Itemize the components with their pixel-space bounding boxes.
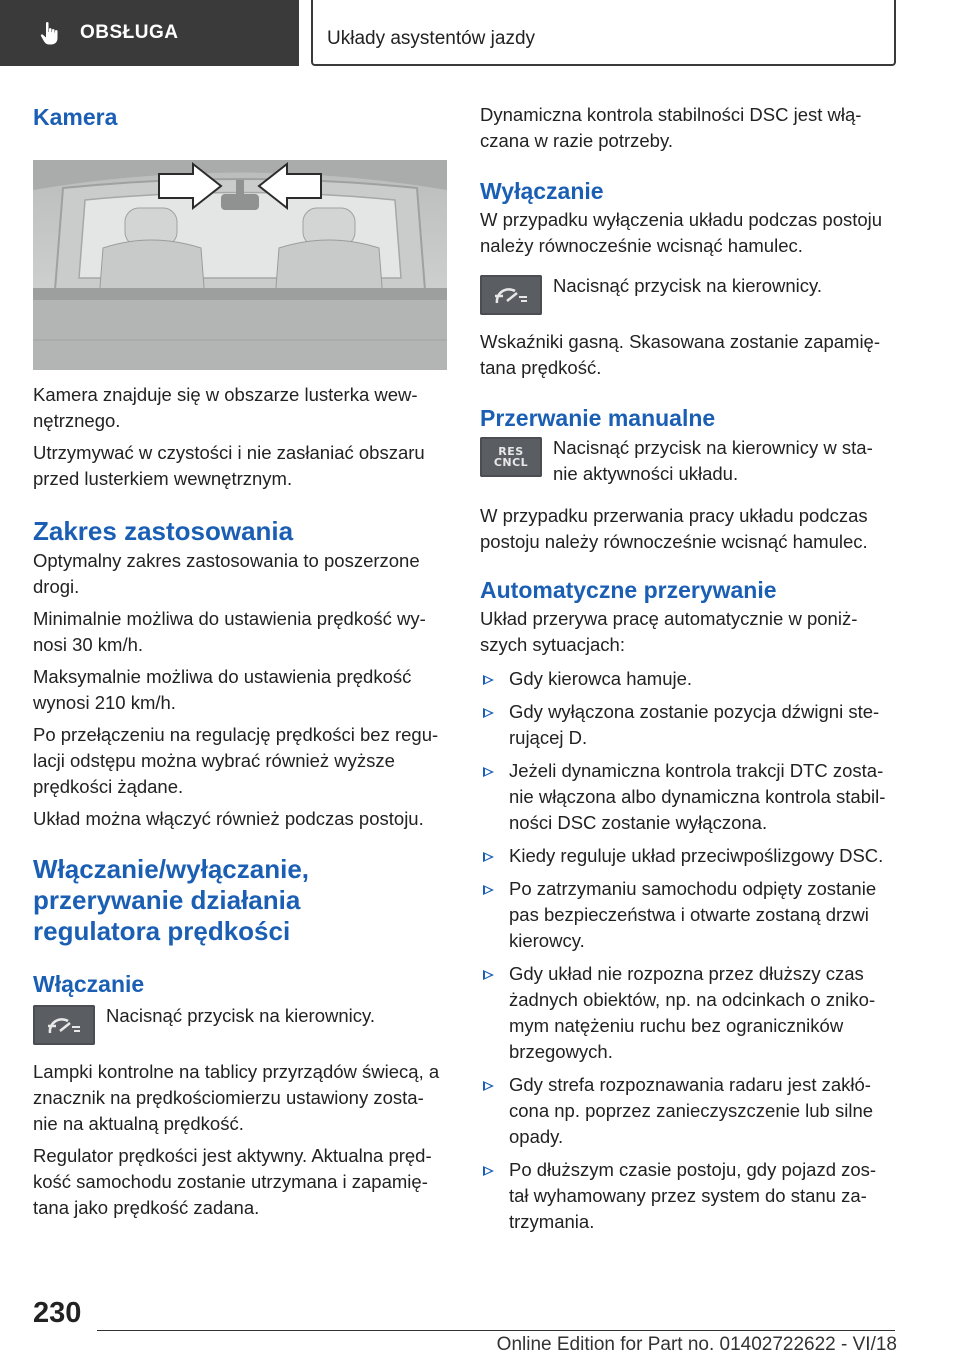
chapter-box bbox=[311, 0, 896, 66]
kamera-paragraph-2: Utrzymywać w czystości i nie zasłaniać obszaru przed lusterkiem wewnętrznym. bbox=[33, 442, 425, 489]
wlaczanie-paragraph-2: Regulator prędkości jest aktywny. Aktualna pręd-kość samochodu zostanie utrzymana i zapamię-tana jako prędkość zadana. bbox=[33, 1145, 432, 1218]
dsc-paragraph: Dynamiczna kontrola stabilności DSC jest włą-czana w razie potrzeby. bbox=[480, 104, 862, 151]
section-tab bbox=[0, 0, 299, 66]
triangle-bullet-icon bbox=[483, 767, 494, 777]
cncl-label: CNCL bbox=[493, 456, 529, 469]
zakres-paragraph-2: Minimalnie możliwa do ustawienia prędkość wy-nosi 30 km/h. bbox=[33, 608, 426, 655]
edition-text: Online Edition for Part no. 01402722622 - VI/18 bbox=[496, 1334, 897, 1355]
list-item: Gdy strefa rozpoznawania radaru jest zakłó-cona np. poprzez zanieczyszczenie lub silne opady. bbox=[480, 1072, 894, 1150]
res-cncl-button-icon bbox=[480, 437, 542, 477]
triangle-bullet-icon bbox=[483, 1166, 494, 1176]
triangle-bullet-icon bbox=[483, 1081, 494, 1091]
footer-divider bbox=[97, 1330, 895, 1331]
page-number: 230 bbox=[33, 1297, 82, 1329]
right-column bbox=[480, 96, 894, 1235]
list-item: Po dłuższym czasie postoju, gdy pojazd zos-tał wyhamowany przez system do stanu za-trzymania. bbox=[480, 1157, 894, 1235]
automatyczne-bullet-list bbox=[480, 666, 894, 1235]
wylaczanie-button-row bbox=[480, 273, 894, 315]
wylaczanie-paragraph-2: Wskaźniki gasną. Skasowana zostanie zapamię-tana prędkość. bbox=[480, 331, 880, 378]
przerwanie-button-row bbox=[480, 435, 894, 487]
list-item: Jeżeli dynamiczna kontrola trakcji DTC zosta-nie włączona albo dynamiczna kontrola stabil-ności DSC zostanie wyłączona. bbox=[480, 758, 894, 836]
heading-przerwanie: Przerwanie manualne bbox=[480, 405, 716, 431]
list-item: Kiedy reguluje układ przeciwpoślizgowy DSC. bbox=[480, 843, 894, 869]
left-column bbox=[33, 96, 447, 1221]
zakres-paragraph-5: Układ można włączyć również podczas postoju. bbox=[33, 808, 424, 829]
triangle-bullet-icon bbox=[483, 852, 494, 862]
section-label: OBSŁUGA bbox=[80, 22, 179, 43]
triangle-bullet-icon bbox=[483, 708, 494, 718]
cruise-control-button-icon bbox=[480, 275, 542, 315]
heading-kamera: Kamera bbox=[33, 104, 118, 130]
wylaczanie-button-text: Nacisnąć przycisk na kierownicy. bbox=[553, 275, 823, 296]
heading-zakres: Zakres zastosowania bbox=[33, 516, 294, 546]
list-item: Gdy wyłączona zostanie pozycja dźwigni ste-rującej D. bbox=[480, 699, 894, 751]
wlaczanie-button-row bbox=[33, 1003, 447, 1045]
cruise-control-button-icon bbox=[33, 1005, 95, 1045]
automatyczne-paragraph-1: Układ przerywa pracę automatycznie w poniż-szych sytuacjach: bbox=[480, 608, 858, 655]
wylaczanie-paragraph-1: W przypadku wyłączenia układu podczas postoju należy równocześnie wcisnąć hamulec. bbox=[480, 209, 883, 256]
zakres-paragraph-1: Optymalny zakres zastosowania to poszerzone drogi. bbox=[33, 550, 420, 597]
zakres-paragraph-4: Po przełączeniu na regulację prędkości bez regu-lacji odstępu można wybrać również wyższe prędkości żądane. bbox=[33, 724, 439, 797]
przerwanie-paragraph-1: W przypadku przerwania pracy układu podczas postoju należy równocześnie wcisnąć hamulec. bbox=[480, 505, 868, 552]
heading-wlaczanie-main: Włączanie/wyłączanie, przerywanie działania regulatora prędkości bbox=[33, 854, 310, 946]
list-item: Po zatrzymaniu samochodu odpięty zostanie pas bezpieczeństwa i otwarte zostaną drzwi kierowcy. bbox=[480, 876, 894, 954]
zakres-paragraph-3: Maksymalnie możliwa do ustawienia prędkość wynosi 210 km/h. bbox=[33, 666, 412, 713]
wlaczanie-button-text: Nacisnąć przycisk na kierownicy. bbox=[106, 1005, 376, 1026]
triangle-bullet-icon bbox=[483, 970, 494, 980]
heading-wylaczanie: Wyłączanie bbox=[480, 178, 604, 204]
hand-pointer-icon bbox=[38, 20, 64, 46]
triangle-bullet-icon bbox=[483, 885, 494, 895]
heading-automatyczne: Automatyczne przerywanie bbox=[480, 577, 777, 603]
page-header bbox=[0, 0, 960, 66]
heading-wlaczanie: Włączanie bbox=[33, 971, 145, 997]
speedometer-icon bbox=[491, 283, 531, 307]
list-item: Gdy układ nie rozpozna przez dłuższy czas żadnych obiektów, np. na odcinkach o zniko-mym natężeniu ruchu bez ograniczników brzegowych. bbox=[480, 961, 894, 1065]
kamera-paragraph-1: Kamera znajduje się w obszarze lusterka wew-nętrznego. bbox=[33, 384, 418, 431]
wlaczanie-paragraph-1: Lampki kontrolne na tablicy przyrządów świecą, a znacznik na prędkościomierzu ustawiony zosta-nie na aktualną prędkość. bbox=[33, 1061, 440, 1134]
speedometer-icon bbox=[44, 1013, 84, 1037]
res-label: RES bbox=[498, 445, 524, 458]
car-interior-illustration bbox=[33, 160, 447, 370]
camera-figure bbox=[33, 160, 447, 370]
triangle-bullet-icon bbox=[483, 675, 494, 685]
przerwanie-button-text: Nacisnąć przycisk na kierownicy w sta-nie aktywności układu. bbox=[553, 437, 873, 484]
list-item: Gdy kierowca hamuje. bbox=[480, 666, 894, 692]
chapter-title: Układy asystentów jazdy bbox=[327, 28, 536, 49]
